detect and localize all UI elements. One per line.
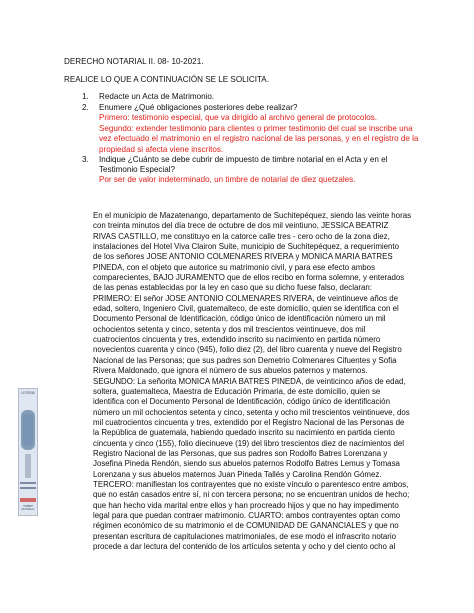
question-3-number: 3.: [82, 155, 89, 164]
acta-line: con treinta minutos del día trece de octubre de dos mil veintiuno, JESSICA BEATRIZ: [93, 221, 389, 231]
acta-line: de las penas establecidas por la ley en caso que su dicho fuese falso, declaran:: [93, 283, 372, 293]
acta-line: mil cuatrocientos cincuenta y tres, extendido por el Registro Nacional de las Personas de: [93, 417, 405, 427]
document-title: DERECHO NOTARIAL II. 08- 10-2021.: [64, 57, 204, 66]
acta-line: procede a dar lectura del contenido de los artículos setenta y ocho y del ciento ocho al: [93, 542, 396, 551]
acta-line: presentan escritura de capitulaciones matrimoniales, de ese modo el infrascrito notario: [93, 531, 397, 541]
answer-3: Por ser de valor indeterminado, un timbre de notarial de diez quetzales.: [99, 175, 356, 184]
question-2-number: 2.: [82, 103, 89, 112]
acta-line: comparecientes, BAJO JURAMENTO que de ellos recibo en forma solemne, y enterados: [93, 273, 405, 283]
acta-line: SEGUNDO: La señorita MONICA MARIA BATRES PINEDA, de veinticinco años de edad,: [93, 376, 406, 386]
question-3-text-line-2: Testimonio Especial?: [99, 165, 176, 174]
answer-2-line-3: vez efectuado el matrimonio en el registro nacional de las personas, y en el registro de la: [99, 134, 419, 143]
acta-line: edad, soltero, Ingeniero Civil, guatemalteco, de este domicilio, quien se identifica con el: [93, 304, 399, 314]
answer-2-line-1: Primero: testimonio especial, que va dirigido al archivo general de protocolos.: [99, 113, 378, 122]
acta-line: Documento Personal de Identificación, código único de identificación número un mil: [93, 314, 386, 324]
acta-line: la República de guatemala, habiendo quedado inscrito su nacimiento en partida ciento: [93, 428, 395, 438]
notarial-stamp: [18, 388, 38, 516]
stamp-text-bottom: TIMBRE NOTARIAL: [21, 505, 35, 511]
acta-line: novecientos cuarenta y cinco (945), folio diez (2), del libro cuarenta y nueve del Registro: [93, 345, 402, 355]
acta-line: cuatrocientos cincuenta y tres, extendido inscrito su nacimiento en partida número: [93, 335, 381, 345]
acta-line: ochocientos setenta y cinco, setenta y dos mil trescientos veintinueve, dos mil: [93, 324, 366, 334]
acta-line: Nacional de las Personas; que sus padres son Demetrio Colmenares Cifuentes y Sofia: [93, 355, 397, 365]
acta-line: que han hecho vida marital entre ellos y han procreado hijos y que no hay impedimento: [93, 500, 399, 510]
instruction-text: REALICE LO QUE A CONTINUACIÓN SE LE SOLICITA.: [64, 75, 269, 84]
acta-line: PRIMERO: El señor JOSE ANTONIO COLMENARES RIVERA, de veintinueve años de: [93, 293, 399, 303]
question-1-number: 1.: [82, 92, 89, 101]
acta-line: número un mil ochocientos setenta y cinco, setenta y ocho mil trescientos veintinueve, dos: [93, 407, 410, 417]
acta-line: Rivera Maldonado, que ignora el número de sus abuelos paternos y maternos.: [93, 366, 368, 376]
question-1-text: Redacte un Acta de Matrimonio.: [99, 92, 215, 101]
acta-line: instalaciones del Hotel Viva Clairon Suite, municipio de Suchitepéquez, a requerimiento: [93, 242, 400, 252]
acta-line: legal para que puedan contraer matrimonio. CUARTO: ambos contrayentes optan como: [93, 510, 401, 520]
acta-line: RIVAS CASTILLO, me constituyo en la catorce calle tres - cero ocho de la zona diez,: [93, 231, 390, 241]
acta-line: que no están casados entre sí, ni con tercera persona; no se encuentran unidos de hecho;: [93, 490, 410, 500]
acta-line: identifica con el Documento Personal de Identificación, código único de identificación: [93, 397, 390, 407]
acta-line: Lorenzana y sus abuelos maternos Juan Pineda Tallés y Carolina Rendón Gómez.: [93, 469, 382, 479]
stamp-text-top: LOTERÍA: [21, 391, 35, 395]
acta-line: cincuenta y cinco (155), folio diecinueve (19) del libro trescientos diez de nacimientos del: [93, 438, 404, 448]
answer-2-line-4: propiedad si afecta viene inscritos.: [99, 145, 224, 154]
acta-body: [93, 211, 450, 552]
acta-line: TERCERO: manifiestan los contrayentes que no existe vínculo o parentesco entre ambos,: [93, 479, 409, 489]
acta-line: de los señores JOSE ANTONIO COLMENARES RIVERA y MONICA MARIA BATRES: [93, 252, 393, 262]
acta-line: En el municipio de Mazatenango, departamento de Suchitepéquez, siendo las veinte horas: [93, 211, 412, 220]
question-2-text: Enumere ¿Qué obligaciones posteriores debe realizar?: [99, 103, 298, 112]
acta-line: Josefina Pineda Rendón, siendo sus abuelos paternos Rodolfo Batres Lemus y Tomasa: [93, 459, 400, 469]
acta-line: Registro Nacional de las Personas, que sus padres son Rodolfo Batres Lorenzana y: [93, 448, 388, 458]
question-3-text-line-1: Indique ¿Cuánto se debe cubrir de impuesto de timbre notarial en el Acta y en el: [99, 155, 388, 164]
acta-line: soltera, guatemalteca, Maestra de Educación Primaria, de este domicilio, quien se: [93, 386, 381, 396]
acta-line: PINEDA, con el objeto que autorice su matrimonio civil, y para ese efecto ambos: [93, 262, 376, 272]
acta-line: régimen económico de su matrimonio el de COMUNIDAD DE GANANCIALES y que no: [93, 521, 399, 531]
answer-2-line-2: Segundo: extender testimonio para clientes o primer testimonio del cual se inscribe una: [99, 124, 413, 133]
